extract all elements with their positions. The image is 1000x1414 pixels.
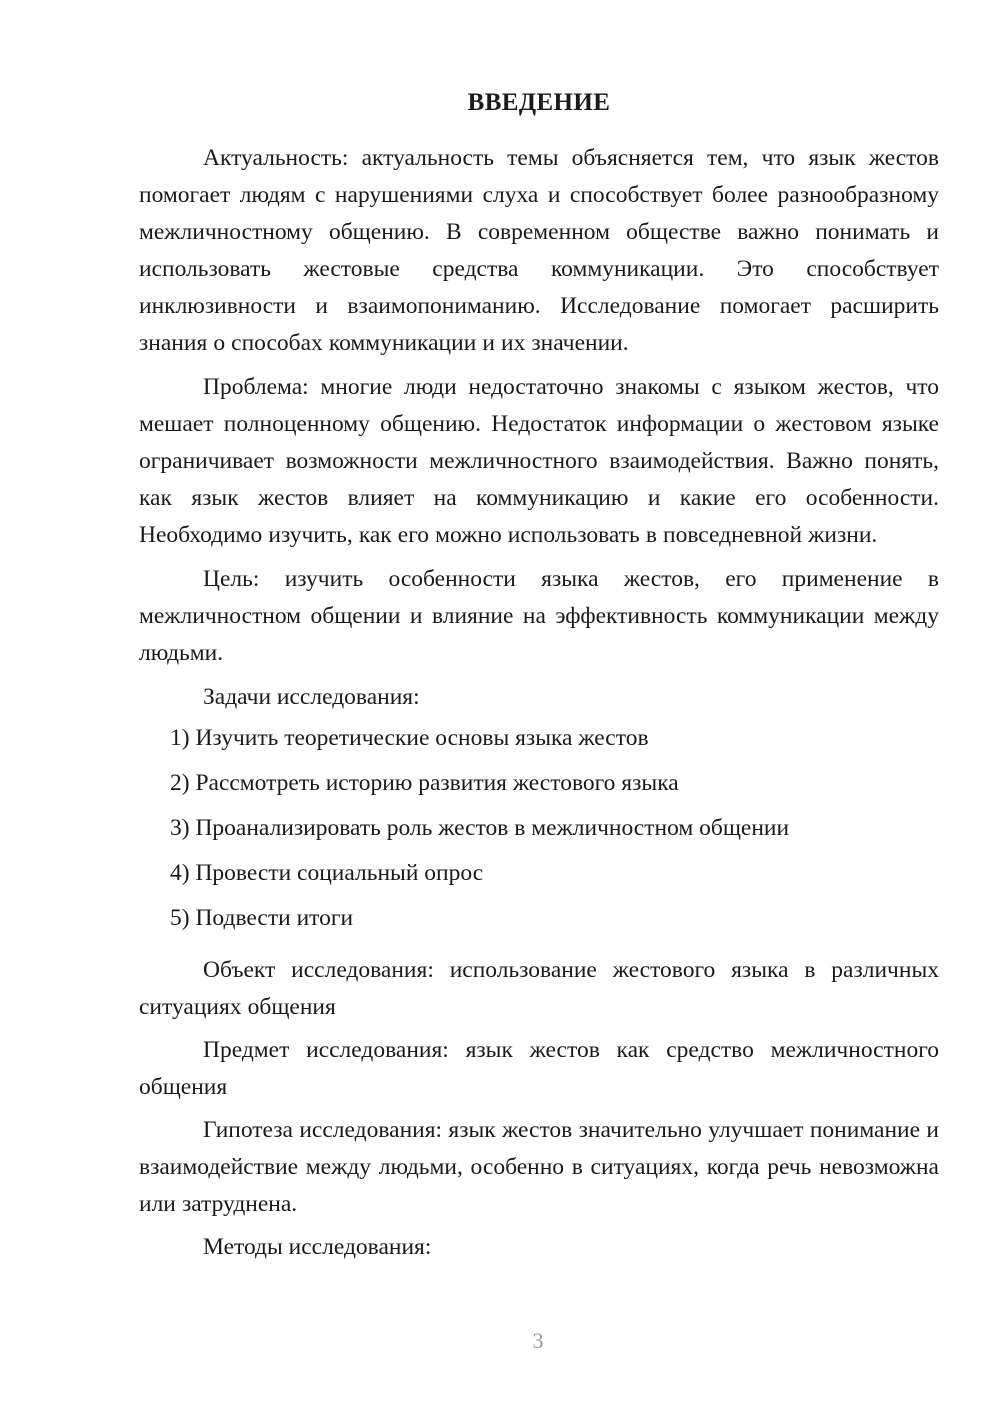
- page-number-value: 3: [532, 1328, 544, 1353]
- paragraph-goal: Цель: изучить особенности языка жестов, его применение в межличностном общении и влияние на эффективность коммуникации между людьми.: [139, 566, 939, 666]
- tasks-list: [139, 720, 939, 937]
- list-item: 3) Проанализировать роль жестов в межличностном общении: [170, 815, 790, 841]
- paragraph-object: Объект исследования: использование жестового языка в различных ситуациях общения: [139, 957, 939, 1020]
- list-item: 4) Провести социальный опрос: [170, 860, 484, 886]
- heading-tasks: Задачи исследования:: [203, 684, 420, 710]
- document-body: [139, 88, 939, 1270]
- list-item: 2) Рассмотреть историю развития жестового языка: [170, 770, 679, 796]
- paragraph-problem: Проблема: многие люди недостаточно знакомы с языком жестов, что мешает полноценному общению. Недостаток информации о жестовом языке ограничивает возможности межличностного взаимодействия. Важно понять, как язык жестов влияет на коммуникацию и какие его особенности. Необходимо изучить, как его можно использовать в повседневной жизни.: [139, 374, 939, 548]
- paragraph-relevance: Актуальность: актуальность темы объясняется тем, что язык жестов помогает людям с нарушениями слуха и способствует более разнообразному межличностному общению. В современном обществе важно понимать и использовать жестовые средства коммуникации. Это способствует инклюзивности и взаимопониманию. Исследование помогает расширить знания о способах коммуникации и их значении.: [139, 145, 939, 356]
- spacer: [139, 943, 939, 952]
- heading-methods: Методы исследования:: [203, 1234, 432, 1260]
- paragraph-hypothesis: Гипотеза исследования: язык жестов значительно улучшает понимание и взаимодействие между людьми, особенно в ситуациях, когда речь невозможна или затруднена.: [139, 1117, 939, 1217]
- page-title: ВВЕДЕНИЕ: [467, 89, 611, 116]
- list-item: 5) Подвести итоги: [170, 905, 354, 931]
- page-number: [0, 1330, 1000, 1352]
- paragraph-subject: Предмет исследования: язык жестов как средство межличностного общения: [139, 1037, 939, 1100]
- list-item: 1) Изучить теоретические основы языка жестов: [170, 725, 649, 751]
